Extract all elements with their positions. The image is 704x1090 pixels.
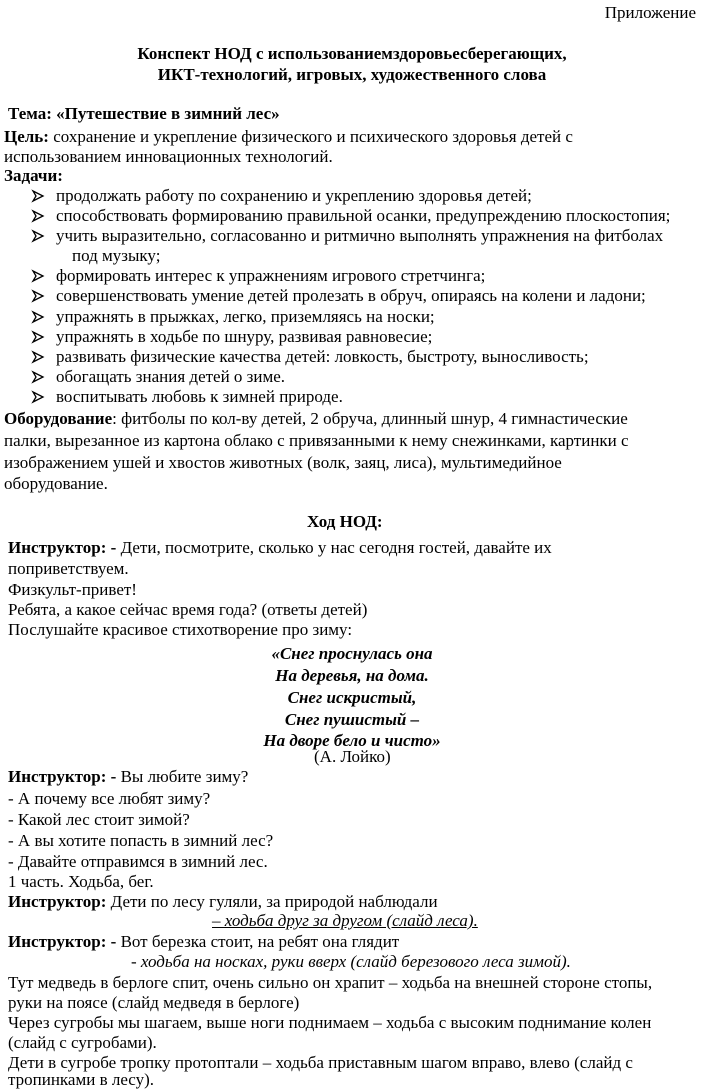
- goal-label: Цель:: [4, 127, 49, 146]
- greeting-line: Физкульт-привет!: [8, 580, 137, 599]
- poem-author: (А. Лойко): [314, 747, 391, 766]
- arrow-bullet-icon: [31, 269, 45, 283]
- poem-line: «Снег проснулась она: [271, 644, 433, 663]
- course-heading: Ход НОД:: [307, 512, 383, 531]
- equipment-label: Оборудование: [4, 409, 113, 428]
- task-item: обогащать знания детей о зиме.: [56, 367, 286, 386]
- task-item: продолжать работу по сохранению и укреплению здоровья детей;: [56, 186, 532, 205]
- arrow-bullet-icon: [31, 189, 45, 203]
- instructor-label: Инструктор:: [8, 892, 107, 911]
- exercise-action: – ходьба друг за другом (слайд леса).: [212, 911, 478, 930]
- document-title-line-2: ИКТ-технологий, игровых, художественного слова: [157, 65, 547, 84]
- task-item: учить выразительно, согласованно и ритмично выполнять упражнения на фитболах: [56, 226, 664, 245]
- task-item: формировать интерес к упражнениям игрового стретчинга;: [56, 266, 486, 285]
- instructor-speech: Дети по лесу гуляли, за природой наблюдали: [106, 892, 438, 911]
- document-title-line-1: Конспект НОД с использованиемздоровьесберегающих,: [137, 44, 567, 63]
- equipment-text-3: изображением ушей и хвостов животных (волк, заяц, лиса), мультимедийное: [4, 453, 562, 472]
- arrow-bullet-icon: [31, 390, 45, 404]
- arrow-bullet-icon: [31, 229, 45, 243]
- listen-line: Послушайте красивое стихотворение про зиму:: [8, 620, 353, 639]
- part-heading: 1 часть. Ходьба, бег.: [8, 872, 154, 891]
- arrow-bullet-icon: [31, 289, 45, 303]
- poem-line: Снег искристый,: [287, 688, 417, 707]
- arrow-bullet-icon: [31, 370, 45, 384]
- bear-line-2: руки на поясе (слайд медведя в берлоге): [8, 993, 300, 1012]
- theme-heading: Тема: «Путешествие в зимний лес»: [8, 104, 280, 123]
- question-line: Ребята, а какое сейчас время года? (ответы детей): [8, 600, 368, 619]
- dialog-line: - А вы хотите попасть в зимний лес?: [8, 831, 274, 850]
- task-item-continuation: под музыку;: [72, 246, 161, 265]
- dialog-line: - А почему все любят зиму?: [8, 789, 211, 808]
- goal-text-1: сохранение и укрепление физического и психического здоровья детей с: [48, 127, 573, 146]
- instructor-label: Инструктор: -: [8, 932, 117, 951]
- goal-text-2: использованием инновационных технологий.: [4, 147, 333, 166]
- arrow-bullet-icon: [31, 310, 45, 324]
- task-item: развивать физические качества детей: ловкость, быстроту, выносливость;: [56, 347, 589, 366]
- instructor-line-3: [8, 892, 438, 912]
- arrow-bullet-icon: [31, 350, 45, 364]
- equipment-text-4: оборудование.: [4, 474, 108, 493]
- dialog-line: - Давайте отправимся в зимний лес.: [8, 852, 268, 871]
- instructor-label: Инструктор: -: [8, 538, 117, 557]
- poem-line: На дворе бело и чисто»: [263, 731, 441, 750]
- bear-line-1: Тут медведь в берлоге спит, очень сильно он храпит – ходьба на внешней стороне стопы,: [8, 973, 653, 992]
- tasks-heading: Задачи:: [4, 166, 63, 185]
- drifts-line-2: (слайд с сугробами).: [8, 1033, 157, 1052]
- dialog-line: - Какой лес стоит зимой?: [8, 810, 190, 829]
- instructor-speech: Вот березка стоит, на ребят она глядит: [116, 932, 400, 951]
- instructor-line-4: [8, 932, 399, 952]
- path-line-2: тропинками в лесу).: [8, 1070, 155, 1089]
- poem-line: Снег пушистый –: [284, 710, 420, 729]
- instructor-line-1-cont: поприветствуем.: [8, 559, 129, 578]
- instructor-speech: Вы любите зиму?: [120, 767, 249, 786]
- goal-paragraph: [4, 127, 573, 147]
- instructor-label: Инструктор: -: [8, 767, 121, 786]
- appendix-label: Приложение: [604, 3, 696, 22]
- equipment-text-2: палки, вырезанное из картона облако с привязанными к нему снежинками, картинки с: [4, 431, 629, 450]
- instructor-line-2: [8, 767, 248, 787]
- path-line-1: Дети в сугробе тропку протоптали – ходьба приставным шагом вправо, влево (слайд с: [8, 1053, 633, 1072]
- equipment-text-1: : фитболы по кол-ву детей, 2 обруча, длинный шнур, 4 гимнастические: [112, 409, 628, 428]
- task-item: упражнять в прыжках, легко, приземляясь на носки;: [56, 307, 435, 326]
- task-item: воспитывать любовь к зимней природе.: [56, 387, 343, 406]
- instructor-speech: Дети, посмотрите, сколько у нас сегодня гостей, давайте их: [116, 538, 552, 557]
- exercise-action: - ходьба на носках, руки вверх (слайд березового леса зимой).: [131, 952, 571, 971]
- task-item: способствовать формированию правильной осанки, предупреждению плоскостопия;: [56, 206, 671, 225]
- drifts-line-1: Через сугробы мы шагаем, выше ноги поднимаем – ходьба с высоким поднимание колен: [8, 1013, 652, 1032]
- equipment-paragraph: [4, 409, 628, 429]
- task-item: упражнять в ходьбе по шнуру, развивая равновесие;: [56, 327, 433, 346]
- arrow-bullet-icon: [31, 209, 45, 223]
- task-item: совершенствовать умение детей пролезать в обруч, опираясь на колени и ладони;: [56, 286, 646, 305]
- poem-line: На деревья, на дома.: [275, 666, 429, 685]
- instructor-line-1: [8, 538, 552, 558]
- arrow-bullet-icon: [31, 330, 45, 344]
